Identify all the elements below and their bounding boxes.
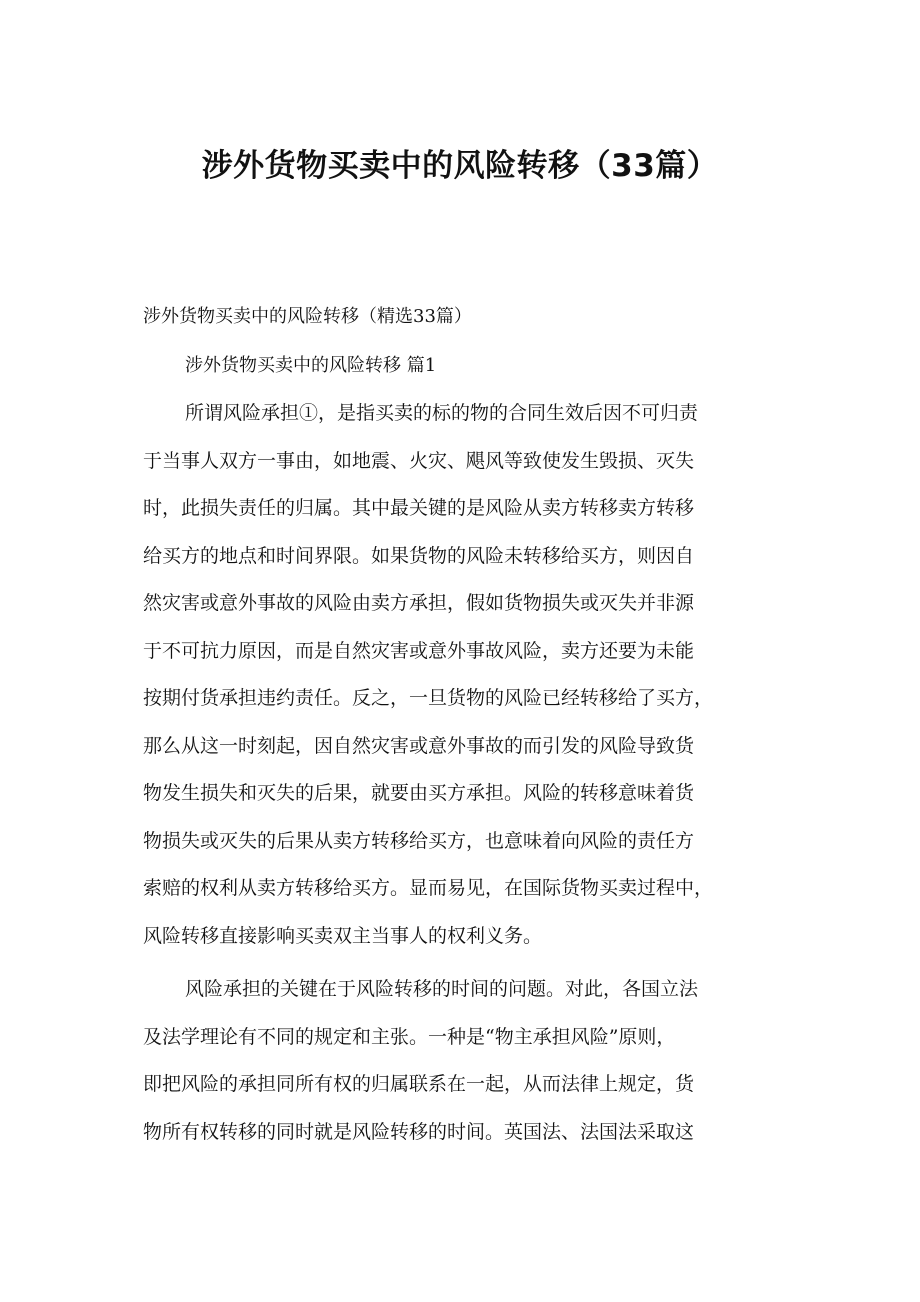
paragraph-line: 给买方的地点和时间界限。如果货物的风险未转移给买方，则因自 [143,544,695,567]
paragraph-line: 风险转移直接影响买卖双主当事人的权利义务。 [143,924,543,947]
paragraph-line: 物发生损失和灭失的后果，就要由买方承担。风险的转移意味着货 [143,782,695,804]
document-subtitle: 涉外货物买卖中的风险转移（精选33篇） [143,306,472,327]
paragraph-2 [143,966,803,1156]
document-title: 涉外货物买卖中的风险转移（33篇） [201,148,719,184]
paragraph-line: 物损失或灭失的后果从卖方转移给买方，也意味着向风险的责任方 [143,829,695,852]
paragraph-line: 然灾害或意外事故的风险由卖方承担，假如货物损失或灭失并非源 [143,592,695,614]
paragraph-line: 所谓风险承担①，是指买卖的标的物的合同生效后因不可归责 [185,402,699,424]
paragraph-line: 索赔的权利从卖方转移给买方。显而易见，在国际货物买卖过程中， [143,877,714,899]
section-heading: 涉外货物买卖中的风险转移 篇1 [185,355,437,376]
paragraph-line: 那么从这一时刻起，因自然灾害或意外事故的而引发的风险导致货 [143,734,695,757]
paragraph-line: 风险承担的关键在于风险转移的时间的问题。对此，各国立法 [185,978,699,1000]
paragraph-line: 于不可抗力原因，而是自然灾害或意外事故风险，卖方还要为未能 [143,639,695,662]
paragraph-line: 时，此损失责任的归属。其中最关键的是风险从卖方转移卖方转移 [143,497,695,519]
paragraph-1 [143,390,803,960]
paragraph-line: 按期付货承担违约责任。反之，一旦货物的风险已经转移给了买方， [143,687,714,709]
paragraph-line: 即把风险的承担同所有权的归属联系在一起，从而法律上规定，货 [143,1073,695,1095]
paragraph-line: 于当事人双方一事由，如地震、火灾、飓风等致使发生毁损、灭失 [143,449,695,472]
paragraph-line: 及法学理论有不同的规定和主张。一种是“物主承担风险”原则， [143,1025,676,1048]
paragraph-line: 物所有权转移的同时就是风险转移的时间。英国法、法国法采取这 [143,1120,695,1143]
